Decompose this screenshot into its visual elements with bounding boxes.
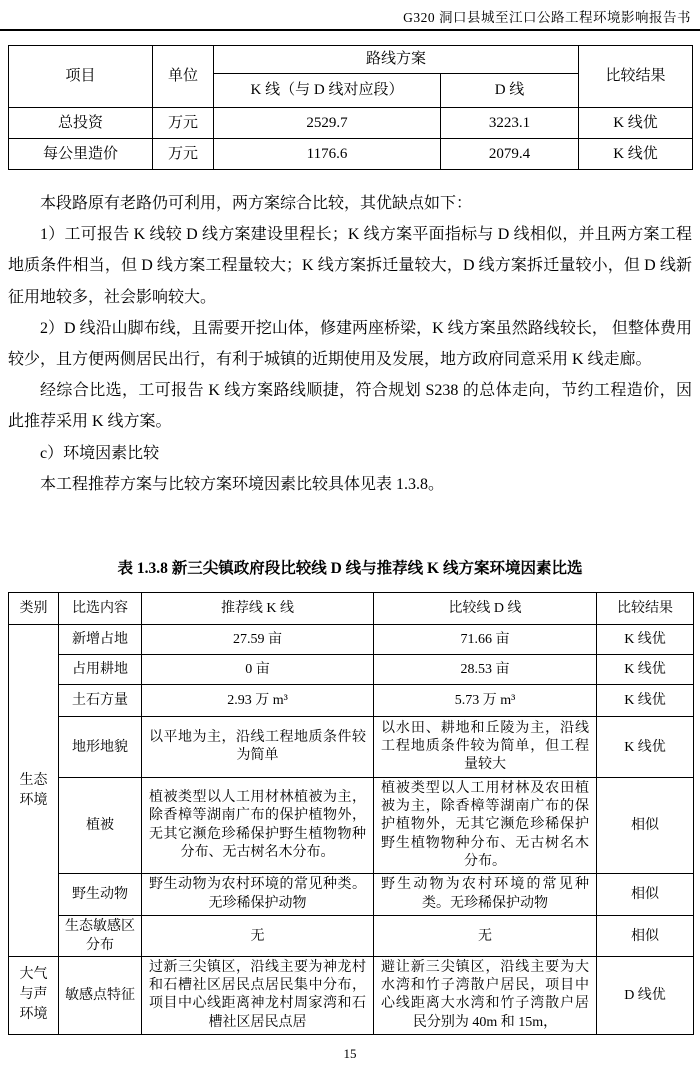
env-d-cell: 无 xyxy=(374,916,597,957)
env-d-cell: 野生动物为农村环境的常见种类。无珍稀保护动物 xyxy=(374,874,597,916)
cost-table-row-per-km xyxy=(9,139,693,170)
cost-header-item: 项目 xyxy=(9,46,153,108)
environmental-factors-table xyxy=(8,592,694,1035)
env-result-cell: K 线优 xyxy=(597,717,694,778)
cost-unit-cell: 万元 xyxy=(153,139,214,170)
env-k-cell: 野生动物为农村环境的常见种类。无珍稀保护动物 xyxy=(142,874,374,916)
env-header-category: 类别 xyxy=(9,593,59,625)
env-result-cell: K 线优 xyxy=(597,655,694,685)
env-row-label: 占用耕地 xyxy=(59,655,142,685)
env-result-cell: D 线优 xyxy=(597,957,694,1035)
env-k-cell: 过新三尖镇区，沿线主要为神龙村和石槽社区居民点居民集中分布，项目中心线距离神龙村周家湾和石槽社区居民点居 xyxy=(142,957,374,1035)
env-d-cell: 植被类型以人工用材林及农田植被为主，除香樟等湖南广布的保护植物外，无其它濒危珍稀保护野生植物物种分布、无古树名木分布。 xyxy=(374,778,597,874)
env-row-label: 土石方量 xyxy=(59,685,142,717)
cost-item-cell: 每公里造价 xyxy=(9,139,153,170)
cost-result-cell: K 线优 xyxy=(579,139,693,170)
cost-table-header-row-1 xyxy=(9,46,693,74)
env-d-cell: 5.73 万 m³ xyxy=(374,685,597,717)
env-row-earthwork xyxy=(9,685,694,717)
env-table-header-row xyxy=(9,593,694,625)
env-row-terrain xyxy=(9,717,694,778)
env-k-cell: 无 xyxy=(142,916,374,957)
env-category-ecology: 生态环境 xyxy=(9,625,59,957)
env-row-wildlife xyxy=(9,874,694,916)
env-header-k-line: 推荐线 K 线 xyxy=(142,593,374,625)
cost-header-d-line: D 线 xyxy=(441,74,579,108)
cost-header-scheme-group: 路线方案 xyxy=(214,46,579,74)
env-k-cell: 27.59 亩 xyxy=(142,625,374,655)
env-result-cell: K 线优 xyxy=(597,625,694,655)
env-row-label: 敏感点特征 xyxy=(59,957,142,1035)
cost-comparison-table xyxy=(8,45,693,170)
env-result-cell: 相似 xyxy=(597,778,694,874)
header-divider xyxy=(0,29,700,31)
env-k-cell: 植被类型以人工用材林植被为主，除香樟等湖南广布的保护植物外，无其它濒危珍稀保护野生植物物种分布、无古树名木分布。 xyxy=(142,778,374,874)
env-row-label: 生态敏感区分布 xyxy=(59,916,142,957)
env-result-cell: 相似 xyxy=(597,916,694,957)
page-number: 15 xyxy=(343,1046,357,1061)
paragraph-point-1: 1）工可报告 K 线较 D 线方案建设里程长；K 线方案平面指标与 D 线相似，并且两方案工程地质条件相当，但 D 线方案工程量较大；K 线方案拆迁量较大，D 线方案拆迁量较小，但 D 线新征用地较多，社会影响较大。 xyxy=(8,226,692,306)
env-row-label: 新增占地 xyxy=(59,625,142,655)
env-header-content: 比选内容 xyxy=(59,593,142,625)
env-row-label: 植被 xyxy=(59,778,142,874)
env-result-cell: K 线优 xyxy=(597,685,694,717)
env-k-cell: 以平地为主，沿线工程地质条件较为简单 xyxy=(142,717,374,778)
env-row-farmland xyxy=(9,655,694,685)
cost-result-cell: K 线优 xyxy=(579,108,693,139)
paragraph-section-c: c）环境因素比较 xyxy=(40,444,160,462)
cost-item-cell: 总投资 xyxy=(9,108,153,139)
cost-unit-cell: 万元 xyxy=(153,108,214,139)
env-table-caption: 表 1.3.8 新三尖镇政府段比较线 D 线与推荐线 K 线方案环境因素比选 xyxy=(117,560,583,577)
env-category-air-noise: 大气与声环境 xyxy=(9,957,59,1035)
env-row-label: 野生动物 xyxy=(59,874,142,916)
env-d-cell: 以水田、耕地和丘陵为主，沿线工程地质条件较为简单，但工程量较大 xyxy=(374,717,597,778)
env-header-result: 比较结果 xyxy=(597,593,694,625)
paragraph-conclusion: 经综合比选，工可报告 K 线方案路线顺捷，符合规划 S238 的总体走向，节约工程造价，因此推荐采用 K 线方案。 xyxy=(8,382,692,431)
env-result-cell: 相似 xyxy=(597,874,694,916)
cost-header-result: 比较结果 xyxy=(579,46,693,108)
cost-d-cell: 2079.4 xyxy=(441,139,579,170)
cost-header-unit: 单位 xyxy=(153,46,214,108)
env-k-cell: 0 亩 xyxy=(142,655,374,685)
env-row-new-land xyxy=(9,625,694,655)
body-text xyxy=(8,188,692,500)
cost-k-cell: 2529.7 xyxy=(214,108,441,139)
paragraph-point-2: 2）D 线沿山脚布线，且需要开挖山体，修建两座桥梁，K 线方案虽然路线较长， 但整体费用较少，且方便两侧居民出行，有利于城镇的近期使用及发展，地方政府同意采用 K 线走廊。 xyxy=(8,319,692,369)
cost-header-k-line: K 线（与 D 线对应段） xyxy=(214,74,441,108)
env-d-cell: 71.66 亩 xyxy=(374,625,597,655)
paragraph-table-ref: 本工程推荐方案与比较方案环境因素比较具体见表 1.3.8。 xyxy=(40,475,445,493)
cost-table-row-investment xyxy=(9,108,693,139)
env-row-sensitive-areas xyxy=(9,916,694,957)
env-row-label: 地形地貌 xyxy=(59,717,142,778)
env-header-d-line: 比较线 D 线 xyxy=(374,593,597,625)
cost-k-cell: 1176.6 xyxy=(214,139,441,170)
paragraph-intro: 本段路原有老路仍可利用，两方案综合比较，其优缺点如下： xyxy=(40,195,473,212)
env-d-cell: 28.53 亩 xyxy=(374,655,597,685)
env-row-vegetation xyxy=(9,778,694,874)
page-header-title: G320 洞口县城至江口公路工程环境影响报告书 xyxy=(403,10,691,25)
env-d-cell: 避让新三尖镇区，沿线主要为大水湾和竹子湾散户居民，项目中心线距离大水湾和竹子湾散户居民分别为 40m 和 15m， xyxy=(374,957,597,1035)
env-row-sensitive-points xyxy=(9,957,694,1035)
env-k-cell: 2.93 万 m³ xyxy=(142,685,374,717)
cost-d-cell: 3223.1 xyxy=(441,108,579,139)
